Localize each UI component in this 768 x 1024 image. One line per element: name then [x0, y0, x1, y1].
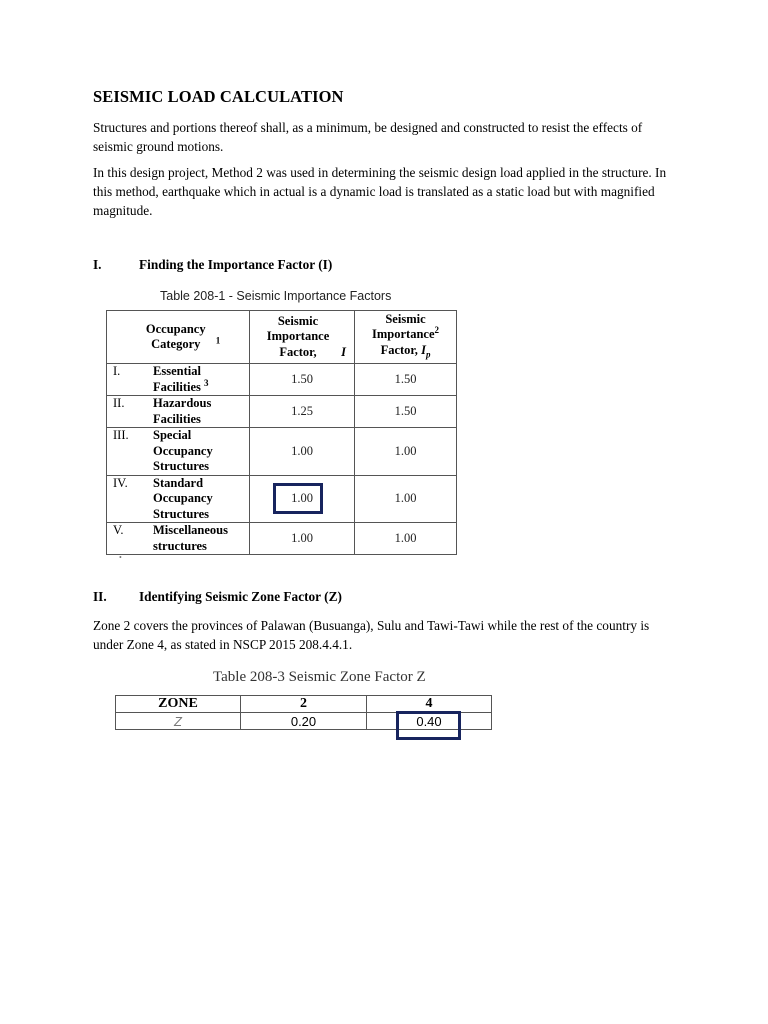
table-header-row — [107, 311, 457, 364]
header-importance-factor-p: Seismic Importance$^2$ Factor, $I_p$ — [355, 311, 457, 364]
table-row — [107, 523, 457, 555]
importance-p-value: 1.00 — [355, 475, 457, 523]
occupancy-cell: IV. Standard Occupancy Structures — [107, 475, 250, 523]
method-paragraph: In this design project, Method 2 was used in determining the seismic design load applied in the structure. In this method, earthquake which in actual is a dynamic load is translated as a static load but with magnified magnitude. — [93, 165, 667, 218]
importance-value-highlighted: 1.00 — [250, 475, 355, 523]
header-importance-factor: Seismic Importance Factor, I — [250, 311, 355, 364]
zone-2-header: 2 — [241, 696, 367, 713]
highlight-box-importance — [273, 483, 323, 514]
table-row — [107, 428, 457, 476]
table-row — [107, 364, 457, 396]
z-value-zone-4-highlighted: 0.40 — [367, 713, 492, 730]
section-number: II. — [93, 589, 107, 604]
symbol-ip: $I_p$ — [421, 342, 431, 359]
intro-paragraph: Structures and portions thereof shall, as a minimum, be designed and constructed to resist the effects of seismic ground motions. — [93, 120, 643, 154]
occupancy-cell: II. Hazardous Facilities — [107, 396, 250, 428]
zone-label: ZONE — [116, 696, 241, 713]
zone-paragraph: Zone 2 covers the provinces of Palawan (Busuanga), Sulu and Tawi-Tawi while the rest of the country is under Zone 4, as stated in NSCP 2015 208.4.4.1. — [93, 618, 650, 652]
section-heading-importance — [93, 257, 332, 273]
table-caption-zone: Table 208-3 Seismic Zone Factor Z — [213, 669, 426, 685]
importance-p-value: 1.00 — [355, 428, 457, 476]
importance-value: 1.25 — [250, 396, 355, 428]
importance-factor-table — [106, 310, 457, 555]
page-title: SEISMIC LOAD CALCULATION — [93, 87, 344, 106]
importance-value: 1.00 — [250, 428, 355, 476]
importance-p-value: 1.50 — [355, 396, 457, 428]
table-caption-importance: Table 208-1 - Seismic Importance Factors — [160, 289, 392, 303]
symbol-i: I — [341, 344, 346, 359]
section-number: I. — [93, 257, 102, 272]
table-row — [116, 696, 492, 713]
importance-p-value: 1.50 — [355, 364, 457, 396]
z-value-zone-2: 0.20 — [241, 713, 367, 730]
footnote-1: 1 — [215, 334, 221, 345]
zone-4-header: 4 — [367, 696, 492, 713]
importance-value: 1.00 — [250, 523, 355, 555]
section-title: Identifying Seismic Zone Factor (Z) — [139, 589, 342, 604]
header-occupancy: Occupancy Category $^1$ — [107, 311, 250, 364]
table-row — [107, 396, 457, 428]
importance-value: 1.50 — [250, 364, 355, 396]
occupancy-cell: I. Essential Facilities $^3$ — [107, 364, 250, 396]
z-label: Z — [116, 713, 241, 730]
section-title: Finding the Importance Factor (I) — [139, 257, 333, 272]
footnote-2: 2 — [434, 324, 439, 335]
occupancy-cell: V. Miscellaneous structures — [107, 523, 250, 555]
importance-p-value: 1.00 — [355, 523, 457, 555]
scan-mark: • — [119, 553, 122, 562]
occupancy-cell: III. Special Occupancy Structures — [107, 428, 250, 476]
highlight-box-zone — [396, 711, 461, 740]
section-heading-zone — [93, 589, 342, 605]
